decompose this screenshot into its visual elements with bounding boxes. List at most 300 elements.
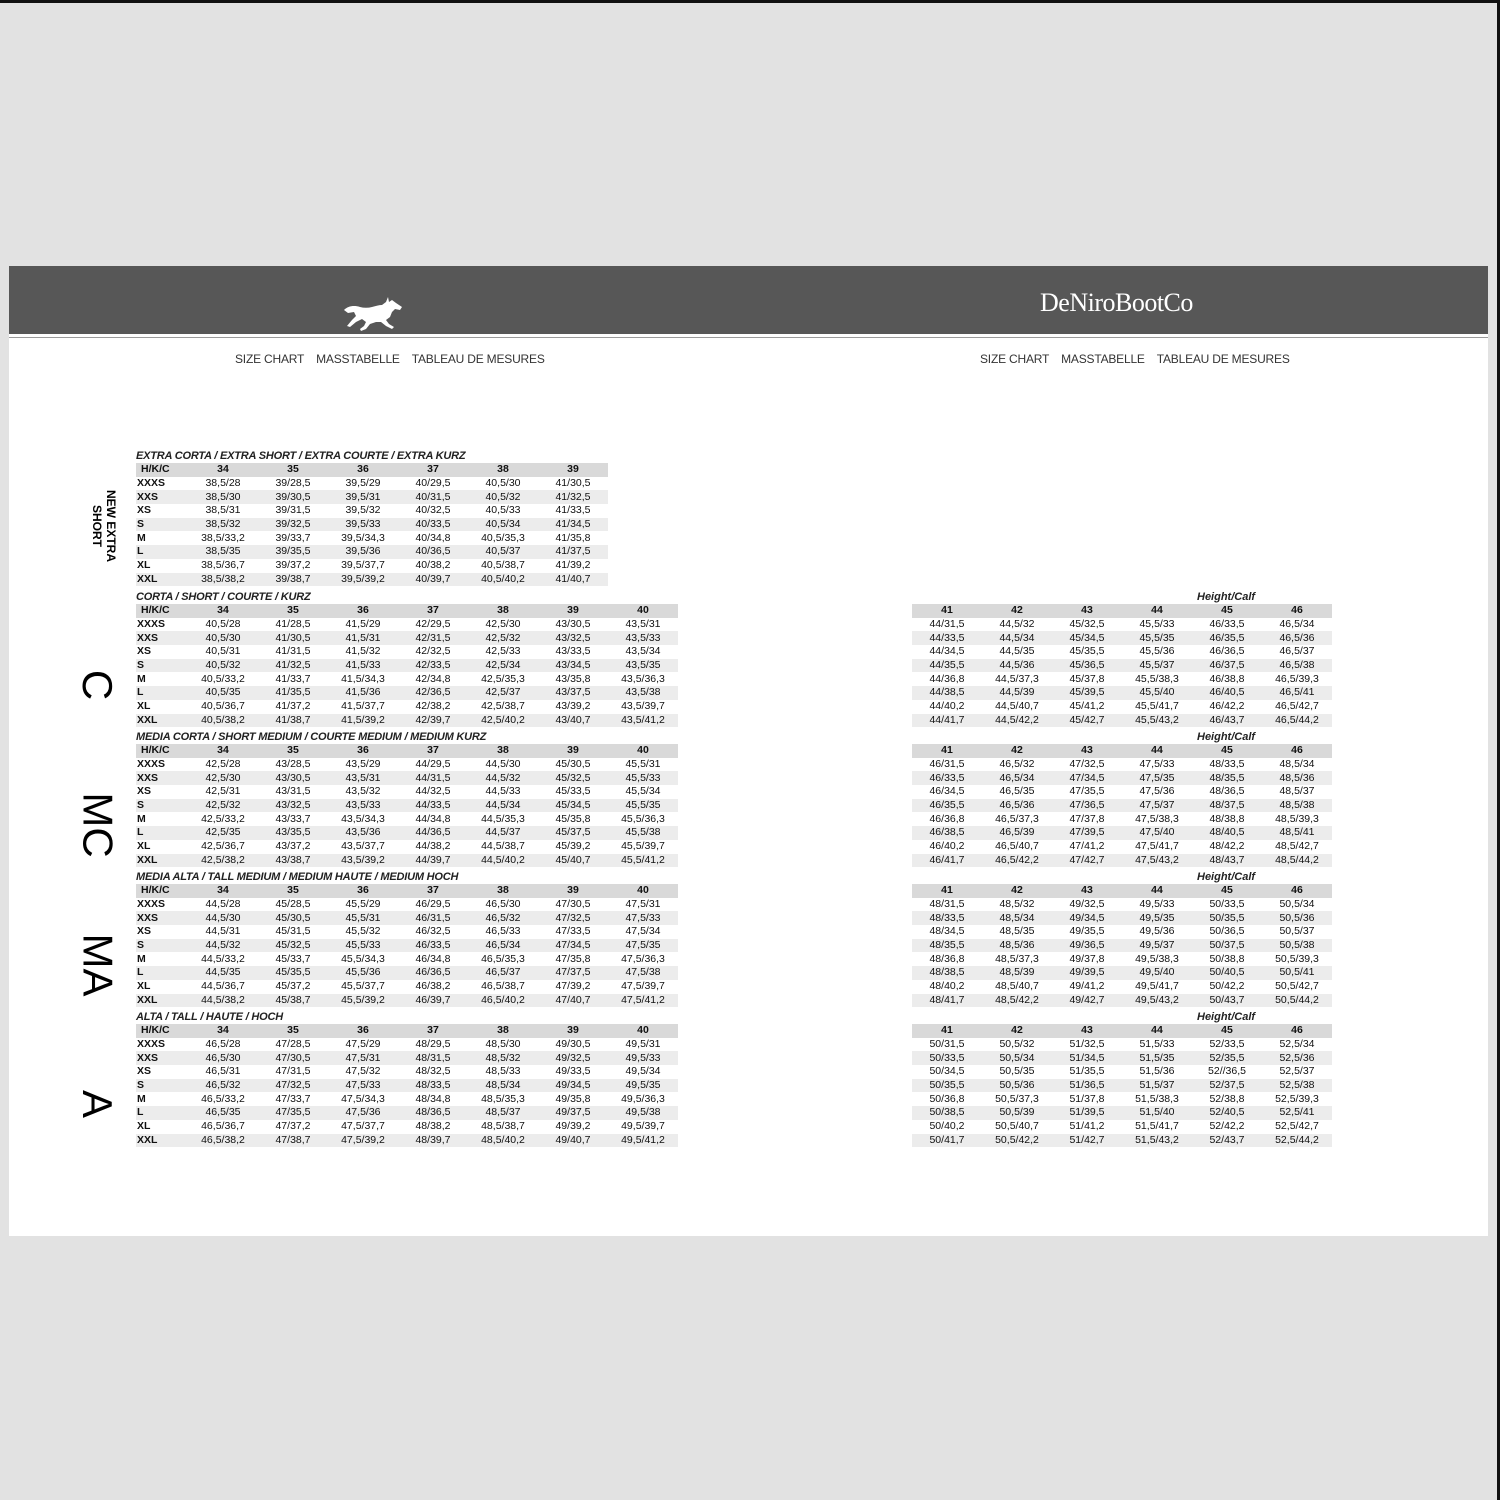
measurement-cell: 44,5/32 <box>188 939 258 953</box>
frame-top-border <box>0 0 1500 3</box>
group-title: MEDIA ALTA / TALL MEDIUM / MEDIUM HAUTE / MEDIUM HOCH <box>136 871 459 883</box>
measurement-cell: 50,5/39,3 <box>1275 952 1319 965</box>
table-row <box>136 771 678 785</box>
measurement-cell: 39,5/37,7 <box>341 559 385 572</box>
table-row <box>136 1120 678 1134</box>
table-row <box>136 545 608 559</box>
measurement-cell: 46,5/32 <box>188 1079 258 1093</box>
measurement-cell: 49/36,5 <box>1052 939 1122 953</box>
heading-tableau-de-mesures: TABLEAU DE MESURES <box>411 352 545 366</box>
size-column-header: H/K/C <box>136 1024 188 1038</box>
measurement-cell: 42,5/40,2 <box>468 714 538 728</box>
measurement-cell: 43/30,5 <box>555 618 591 631</box>
measurement-cell: 42,5/38,7 <box>481 700 525 713</box>
measurement-cell: 39/28,5 <box>275 477 311 490</box>
measurement-cell: 41/30,5 <box>555 477 591 490</box>
measurement-cell: 44,5/34 <box>982 631 1052 645</box>
height-column-header: 35 <box>258 1024 328 1038</box>
measurement-cell: 50,5/37 <box>1279 925 1315 938</box>
measurement-cell: 45,5/39,2 <box>328 994 398 1008</box>
left-size-table <box>136 884 678 1007</box>
size-label: S <box>136 799 188 813</box>
group-side-label: C <box>74 669 122 701</box>
table-row <box>136 1106 678 1120</box>
measurement-cell: 39,5/29 <box>345 477 381 490</box>
measurement-cell: 43/38,7 <box>258 854 328 868</box>
table-row <box>136 785 678 799</box>
table-header-row <box>912 744 1332 758</box>
measurement-cell: 42,5/36,7 <box>201 840 245 853</box>
measurement-cell: 46/29,5 <box>415 898 451 911</box>
measurement-cell: 47/40,7 <box>538 994 608 1008</box>
measurement-cell: 44,5/35 <box>188 966 258 980</box>
measurement-cell: 45/40,7 <box>538 854 608 868</box>
measurement-cell: 51,5/43,2 <box>1122 1134 1192 1148</box>
measurement-cell: 50/33,5 <box>912 1051 982 1065</box>
table-row <box>912 1134 1332 1148</box>
table-row <box>912 771 1332 785</box>
measurement-cell: 47/33,7 <box>275 1092 311 1105</box>
measurement-cell: 47/41,2 <box>1069 840 1105 853</box>
measurement-cell: 52/40,5 <box>1192 1106 1262 1120</box>
measurement-cell: 39/35,5 <box>258 545 328 559</box>
measurement-cell: 47/35,5 <box>1069 785 1105 798</box>
table-header-row <box>912 1024 1332 1038</box>
measurement-cell: 45,5/35 <box>1122 631 1192 645</box>
table-row <box>912 1065 1332 1079</box>
height-column-header: 39 <box>538 463 608 477</box>
height-column-header: 37 <box>398 744 468 758</box>
measurement-cell: 48/33,5 <box>1209 758 1245 771</box>
measurement-cell: 46,5/35,3 <box>481 952 525 965</box>
measurement-cell: 49/32,5 <box>1069 898 1105 911</box>
measurement-cell: 39/37,2 <box>275 559 311 572</box>
table-row <box>136 1079 678 1093</box>
size-label: XXS <box>136 911 188 925</box>
measurement-cell: 50/37,5 <box>1192 939 1262 953</box>
measurement-cell: 44,5/34 <box>468 799 538 813</box>
right-size-table <box>912 744 1332 867</box>
measurement-cell: 41/31,5 <box>275 645 311 658</box>
measurement-cell: 40,5/30 <box>485 477 521 490</box>
group-title: MEDIA CORTA / SHORT MEDIUM / COURTE MEDIUM / MEDIUM KURZ <box>136 731 487 743</box>
size-label: XXS <box>136 490 188 504</box>
measurement-cell: 47/35,5 <box>258 1106 328 1120</box>
height-column-header: 37 <box>398 1024 468 1038</box>
measurement-cell: 47/37,8 <box>1069 812 1105 825</box>
measurement-cell: 45/41,2 <box>1069 700 1105 713</box>
measurement-cell: 44,5/31 <box>205 925 241 938</box>
heading-size-chart: SIZE CHART <box>980 352 1050 366</box>
measurement-cell: 48,5/38,7 <box>481 1120 525 1133</box>
height-column-header: 38 <box>468 744 538 758</box>
measurement-cell: 51,5/33 <box>1139 1038 1175 1051</box>
measurement-cell: 42/31,5 <box>398 631 468 645</box>
measurement-cell: 48/42,2 <box>1209 840 1245 853</box>
measurement-cell: 44,5/36,7 <box>201 980 245 993</box>
measurement-cell: 43,5/37,7 <box>341 840 385 853</box>
measurement-cell: 46,5/34 <box>1279 618 1315 631</box>
measurement-cell: 40/34,8 <box>415 531 451 544</box>
measurement-cell: 40/36,5 <box>398 545 468 559</box>
measurement-cell: 52/43,7 <box>1192 1134 1262 1148</box>
measurement-cell: 48,5/32 <box>468 1051 538 1065</box>
height-column-header: 45 <box>1192 604 1262 618</box>
measurement-cell: 50/35,5 <box>912 1079 982 1093</box>
measurement-cell: 40,5/35,3 <box>481 531 525 544</box>
measurement-cell: 44/31,5 <box>398 771 468 785</box>
left-heading <box>235 352 545 366</box>
measurement-cell: 39,5/34,3 <box>341 531 385 544</box>
table-row <box>136 631 678 645</box>
height-column-header: 36 <box>328 884 398 898</box>
measurement-cell: 48,5/34 <box>1279 758 1315 771</box>
measurement-cell: 48/41,7 <box>912 994 982 1008</box>
measurement-cell: 50/34,5 <box>929 1065 965 1078</box>
measurement-cell: 48,5/40,2 <box>468 1134 538 1148</box>
measurement-cell: 46,5/30 <box>485 898 521 911</box>
measurement-cell: 49/35,8 <box>555 1092 591 1105</box>
measurement-cell: 38,5/30 <box>188 490 258 504</box>
measurement-cell: 40,5/38,2 <box>188 714 258 728</box>
measurement-cell: 46,5/38,7 <box>481 980 525 993</box>
measurement-cell: 45/33,5 <box>555 785 591 798</box>
measurement-cell: 43/39,2 <box>555 700 591 713</box>
measurement-cell: 47,5/34 <box>625 925 661 938</box>
height-column-header: 46 <box>1262 884 1332 898</box>
measurement-cell: 52/35,5 <box>1192 1051 1262 1065</box>
measurement-cell: 47,5/43,2 <box>1122 854 1192 868</box>
table-row <box>136 966 678 980</box>
size-column-header: H/K/C <box>136 604 188 618</box>
measurement-cell: 44,5/32 <box>999 618 1035 631</box>
table-row <box>136 672 678 686</box>
measurement-cell: 51/35,5 <box>1069 1065 1105 1078</box>
size-label: L <box>136 545 188 559</box>
size-label: L <box>136 1106 188 1120</box>
measurement-cell: 43/40,7 <box>538 714 608 728</box>
measurement-cell: 48/31,5 <box>929 898 965 911</box>
group-title: EXTRA CORTA / EXTRA SHORT / EXTRA COURTE / EXTRA KURZ <box>136 450 466 462</box>
table-header-row <box>136 884 678 898</box>
height-calf-label: Height/Calf <box>1197 731 1256 743</box>
measurement-cell: 52//36,5 <box>1208 1065 1246 1078</box>
height-column-header: 39 <box>538 1024 608 1038</box>
height-column-header: 35 <box>258 463 328 477</box>
measurement-cell: 51,5/35 <box>1122 1051 1192 1065</box>
measurement-cell: 45/35,5 <box>258 966 328 980</box>
height-column-header: 42 <box>982 744 1052 758</box>
measurement-cell: 49,5/34 <box>625 1065 661 1078</box>
measurement-cell: 51/41,2 <box>1069 1120 1105 1133</box>
measurement-cell: 48/33,5 <box>398 1079 468 1093</box>
height-column-header: 38 <box>468 1024 538 1038</box>
measurement-cell: 46,5/35 <box>188 1106 258 1120</box>
measurement-cell: 48/37,5 <box>1192 799 1262 813</box>
height-column-header: 41 <box>912 744 982 758</box>
measurement-cell: 41,5/31 <box>328 631 398 645</box>
height-column-header: 38 <box>468 463 538 477</box>
right-size-table <box>912 604 1332 727</box>
measurement-cell: 46/40,5 <box>1192 686 1262 700</box>
measurement-cell: 39/33,7 <box>275 531 311 544</box>
table-row <box>136 826 678 840</box>
measurement-cell: 44/33,5 <box>912 631 982 645</box>
measurement-cell: 48/38,2 <box>415 1120 451 1133</box>
measurement-cell: 50,5/34 <box>982 1051 1052 1065</box>
measurement-cell: 44,5/28 <box>205 898 241 911</box>
measurement-cell: 42/33,5 <box>398 659 468 673</box>
measurement-cell: 46,5/37,3 <box>995 812 1039 825</box>
measurement-cell: 46/38,8 <box>1209 672 1245 685</box>
height-column-header: 39 <box>538 884 608 898</box>
measurement-cell: 42,5/35,3 <box>481 672 525 685</box>
measurement-cell: 47/28,5 <box>275 1038 311 1051</box>
measurement-cell: 44/32,5 <box>415 785 451 798</box>
height-column-header: 37 <box>398 884 468 898</box>
measurement-cell: 46/34,8 <box>415 952 451 965</box>
height-column-header: 39 <box>538 604 608 618</box>
table-row <box>912 799 1332 813</box>
measurement-cell: 46,5/37 <box>1279 645 1315 658</box>
table-row <box>136 854 678 868</box>
measurement-cell: 46/35,5 <box>1192 631 1262 645</box>
measurement-cell: 41/28,5 <box>275 618 311 631</box>
size-label: XXXS <box>137 758 166 771</box>
table-row <box>136 686 678 700</box>
table-row <box>136 1092 678 1106</box>
table-row <box>136 573 608 587</box>
table-row <box>912 994 1332 1008</box>
measurement-cell: 44,5/42,2 <box>982 714 1052 728</box>
measurement-cell: 41/32,5 <box>258 659 328 673</box>
size-label: L <box>136 826 188 840</box>
height-column-header: 44 <box>1122 604 1192 618</box>
measurement-cell: 48/35,5 <box>1192 771 1262 785</box>
measurement-cell: 43,5/36,3 <box>621 672 665 685</box>
size-column-header: H/K/C <box>136 744 188 758</box>
height-column-header: 34 <box>188 884 258 898</box>
measurement-cell: 45,5/34 <box>625 785 661 798</box>
measurement-cell: 49,5/40 <box>1122 966 1192 980</box>
measurement-cell: 47,5/37 <box>1122 799 1192 813</box>
table-row <box>136 952 678 966</box>
measurement-cell: 44,5/39 <box>982 686 1052 700</box>
measurement-cell: 39,5/33 <box>328 518 398 532</box>
measurement-cell: 40/32,5 <box>415 504 451 517</box>
height-column-header: 42 <box>982 604 1052 618</box>
measurement-cell: 46/43,7 <box>1192 714 1262 728</box>
measurement-cell: 47,5/41,2 <box>608 994 678 1008</box>
measurement-cell: 38,5/35 <box>188 545 258 559</box>
measurement-cell: 46/36,8 <box>929 812 965 825</box>
measurement-cell: 49/33,5 <box>555 1065 591 1078</box>
table-row <box>136 925 678 939</box>
size-label: L <box>136 686 188 700</box>
measurement-cell: 48/36,5 <box>398 1106 468 1120</box>
measurement-cell: 43,5/33 <box>608 631 678 645</box>
measurement-cell: 39,5/32 <box>345 504 381 517</box>
size-label: M <box>137 531 146 544</box>
measurement-cell: 44/34,8 <box>415 812 451 825</box>
measurement-cell: 49/39,5 <box>1052 966 1122 980</box>
measurement-cell: 44/39,7 <box>398 854 468 868</box>
table-row <box>912 980 1332 994</box>
measurement-cell: 45/35,5 <box>1069 645 1105 658</box>
measurement-cell: 45,5/34,3 <box>341 952 385 965</box>
measurement-cell: 50/41,7 <box>912 1134 982 1148</box>
left-size-table <box>136 463 608 586</box>
height-column-header: 36 <box>328 744 398 758</box>
measurement-cell: 48/34,8 <box>415 1092 451 1105</box>
measurement-cell: 44,5/35 <box>999 645 1035 658</box>
measurement-cell: 45/30,5 <box>555 758 591 771</box>
measurement-cell: 43/33,5 <box>555 645 591 658</box>
measurement-cell: 46,5/33,2 <box>201 1092 245 1105</box>
height-column-header: 44 <box>1122 744 1192 758</box>
size-label: XS <box>137 925 152 938</box>
table-row <box>912 925 1332 939</box>
measurement-cell: 45/33,7 <box>275 952 311 965</box>
measurement-cell: 49,5/35 <box>1122 911 1192 925</box>
measurement-cell: 41,5/33 <box>328 659 398 673</box>
measurement-cell: 40,5/32 <box>468 490 538 504</box>
measurement-cell: 47/32,5 <box>258 1079 328 1093</box>
height-column-header: 40 <box>608 604 678 618</box>
measurement-cell: 44/38,5 <box>912 686 982 700</box>
table-row <box>912 659 1332 673</box>
table-row <box>912 898 1332 912</box>
measurement-cell: 52/42,2 <box>1209 1120 1245 1133</box>
measurement-cell: 46/38,2 <box>415 980 451 993</box>
measurement-cell: 43,5/39,7 <box>621 700 665 713</box>
measurement-cell: 42/38,2 <box>415 700 451 713</box>
size-column-header: H/K/C <box>136 463 188 477</box>
measurement-cell: 40,5/36,7 <box>201 700 245 713</box>
measurement-cell: 48,5/30 <box>485 1038 521 1051</box>
measurement-cell: 47,5/39,2 <box>328 1134 398 1148</box>
measurement-cell: 50,5/36 <box>1262 911 1332 925</box>
measurement-cell: 38,5/31 <box>205 504 241 517</box>
measurement-cell: 52/33,5 <box>1209 1038 1245 1051</box>
measurement-cell: 52,5/37 <box>1279 1065 1315 1078</box>
height-column-header: 38 <box>468 604 538 618</box>
height-column-header: 46 <box>1262 604 1332 618</box>
measurement-cell: 50,5/41 <box>1262 966 1332 980</box>
table-row <box>136 490 608 504</box>
measurement-cell: 44,5/37 <box>468 826 538 840</box>
table-row <box>912 714 1332 728</box>
table-row <box>912 1038 1332 1052</box>
measurement-cell: 42,5/37 <box>468 686 538 700</box>
measurement-cell: 50,5/39 <box>982 1106 1052 1120</box>
measurement-cell: 51,5/38,3 <box>1135 1092 1179 1105</box>
measurement-cell: 49/42,7 <box>1052 994 1122 1008</box>
size-label: M <box>137 1092 146 1105</box>
measurement-cell: 41,5/34,3 <box>341 672 385 685</box>
measurement-cell: 49/32,5 <box>538 1051 608 1065</box>
size-label: XXL <box>136 994 188 1008</box>
measurement-cell: 47,5/33 <box>1139 758 1175 771</box>
measurement-cell: 51/37,8 <box>1069 1092 1105 1105</box>
measurement-cell: 43/28,5 <box>275 758 311 771</box>
measurement-cell: 45,5/38 <box>608 826 678 840</box>
measurement-cell: 49,5/35 <box>608 1079 678 1093</box>
measurement-cell: 46/40,2 <box>929 840 965 853</box>
measurement-cell: 44,5/38,7 <box>481 840 525 853</box>
measurement-cell: 50/40,2 <box>929 1120 965 1133</box>
measurement-cell: 49/37,8 <box>1069 952 1105 965</box>
heading-masstabelle: MASSTABELLE <box>1061 352 1145 366</box>
measurement-cell: 42/36,5 <box>398 686 468 700</box>
measurement-cell: 47,5/33 <box>328 1079 398 1093</box>
measurement-cell: 46,5/44,2 <box>1262 714 1332 728</box>
measurement-cell: 47/34,5 <box>1052 771 1122 785</box>
measurement-cell: 44,5/40,2 <box>468 854 538 868</box>
measurement-cell: 46,5/36 <box>1262 631 1332 645</box>
size-label: XXL <box>136 854 188 868</box>
measurement-cell: 40,5/35 <box>188 686 258 700</box>
measurement-cell: 47/39,5 <box>1052 826 1122 840</box>
size-label: S <box>136 518 188 532</box>
table-row <box>136 659 678 673</box>
measurement-cell: 45/28,5 <box>275 898 311 911</box>
table-row <box>136 714 678 728</box>
size-label: XXS <box>136 1051 188 1065</box>
left-size-table <box>136 604 678 727</box>
size-label: M <box>137 812 146 825</box>
measurement-cell: 46,5/34 <box>982 771 1052 785</box>
measurement-cell: 41/35,5 <box>258 686 328 700</box>
measurement-cell: 49/41,2 <box>1069 980 1105 993</box>
table-row <box>912 1092 1332 1106</box>
measurement-cell: 49,5/38,3 <box>1135 952 1179 965</box>
measurement-cell: 45,5/35 <box>608 799 678 813</box>
table-row <box>136 1038 678 1052</box>
table-header-row <box>912 884 1332 898</box>
measurement-cell: 42,5/30 <box>485 618 521 631</box>
measurement-cell: 50/35,5 <box>1192 911 1262 925</box>
height-column-header: 38 <box>468 884 538 898</box>
measurement-cell: 46,5/40,7 <box>995 840 1039 853</box>
measurement-cell: 43/35,8 <box>555 672 591 685</box>
measurement-cell: 43,5/35 <box>608 659 678 673</box>
measurement-cell: 48/36,8 <box>929 952 965 965</box>
measurement-cell: 45,5/31 <box>625 758 661 771</box>
measurement-cell: 50,5/42,2 <box>982 1134 1052 1148</box>
measurement-cell: 42,5/33 <box>485 645 521 658</box>
measurement-cell: 48,5/40,7 <box>995 980 1039 993</box>
measurement-cell: 40,5/31 <box>205 645 241 658</box>
size-label: M <box>137 672 146 685</box>
measurement-cell: 49,5/33 <box>608 1051 678 1065</box>
measurement-cell: 43,5/38 <box>608 686 678 700</box>
measurement-cell: 48,5/39,3 <box>1275 812 1319 825</box>
height-column-header: 43 <box>1052 884 1122 898</box>
size-label: XS <box>137 785 152 798</box>
measurement-cell: 46,5/37 <box>468 966 538 980</box>
table-row <box>136 504 608 518</box>
measurement-cell: 49/40,7 <box>538 1134 608 1148</box>
measurement-cell: 42,5/35 <box>188 826 258 840</box>
measurement-cell: 48,5/37,3 <box>995 952 1039 965</box>
measurement-cell: 45/37,8 <box>1069 672 1105 685</box>
measurement-cell: 40,5/33 <box>485 504 521 517</box>
measurement-cell: 49,5/33 <box>1139 898 1175 911</box>
left-size-table <box>136 1024 678 1147</box>
measurement-cell: 41,5/29 <box>345 618 381 631</box>
measurement-cell: 42,5/33,2 <box>201 812 245 825</box>
